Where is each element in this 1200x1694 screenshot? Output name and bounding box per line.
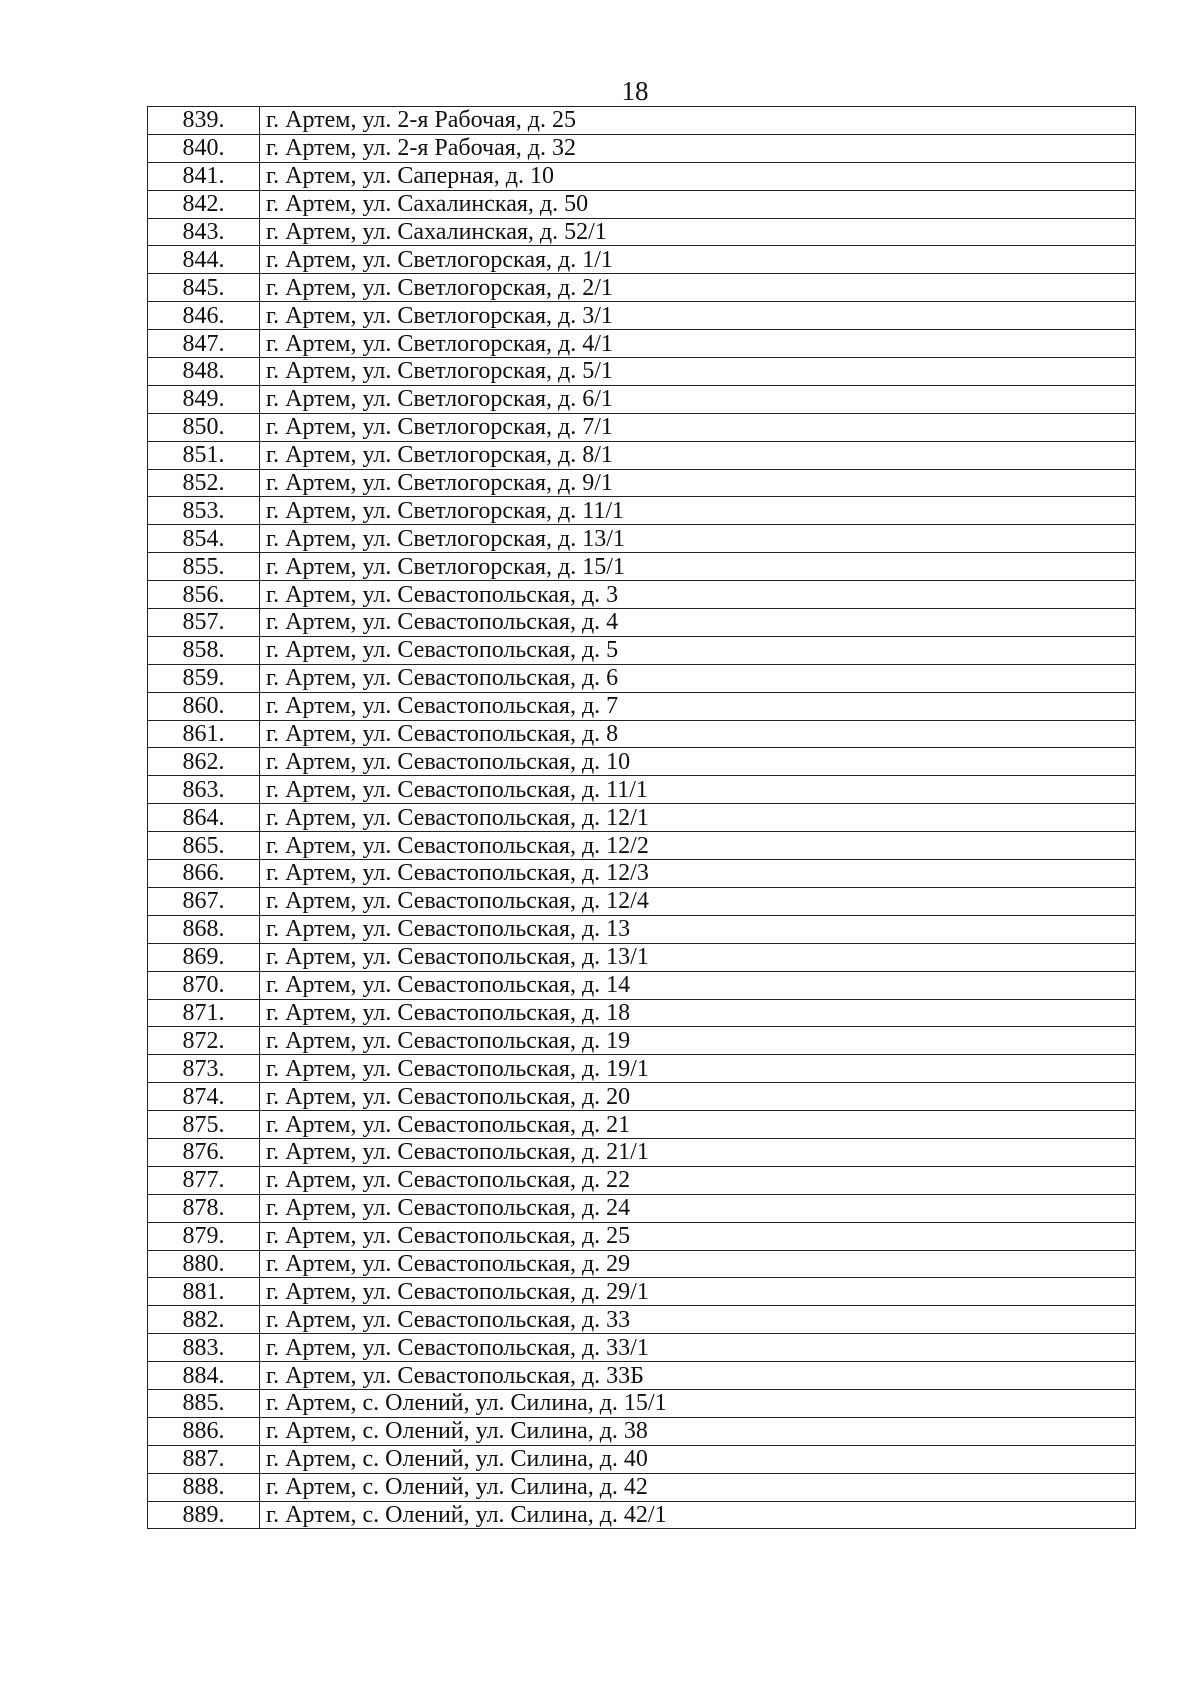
row-number: 853.	[148, 497, 260, 525]
row-address: г. Артем, ул. Светлогорская, д. 6/1	[260, 385, 1136, 413]
row-address: г. Артем, ул. Севастопольская, д. 19/1	[260, 1055, 1136, 1083]
address-table-body	[148, 107, 1136, 1529]
row-address: г. Артем, ул. Севастопольская, д. 21/1	[260, 1138, 1136, 1166]
row-address: г. Артем, ул. Севастопольская, д. 14	[260, 971, 1136, 999]
table-row	[148, 804, 1136, 832]
table-row	[148, 1027, 1136, 1055]
row-number: 846.	[148, 302, 260, 330]
table-row	[148, 302, 1136, 330]
address-table	[147, 106, 1136, 1529]
table-row	[148, 971, 1136, 999]
row-number: 844.	[148, 246, 260, 274]
row-number: 843.	[148, 218, 260, 246]
row-number: 880.	[148, 1250, 260, 1278]
table-row	[148, 1083, 1136, 1111]
table-row	[148, 274, 1136, 302]
table-row	[148, 581, 1136, 609]
row-address: г. Артем, ул. Севастопольская, д. 33/1	[260, 1334, 1136, 1362]
row-number: 872.	[148, 1027, 260, 1055]
row-number: 842.	[148, 190, 260, 218]
row-number: 882.	[148, 1306, 260, 1334]
row-number: 864.	[148, 804, 260, 832]
row-address: г. Артем, ул. Севастопольская, д. 13	[260, 915, 1136, 943]
table-row	[148, 413, 1136, 441]
table-row	[148, 664, 1136, 692]
row-address: г. Артем, ул. Светлогорская, д. 15/1	[260, 553, 1136, 581]
table-row	[148, 692, 1136, 720]
table-row	[148, 1138, 1136, 1166]
row-number: 867.	[148, 887, 260, 915]
row-number: 854.	[148, 525, 260, 553]
row-number: 856.	[148, 581, 260, 609]
row-address: г. Артем, ул. Севастопольская, д. 12/3	[260, 860, 1136, 888]
row-address: г. Артем, с. Олений, ул. Силина, д. 42	[260, 1473, 1136, 1501]
row-number: 849.	[148, 385, 260, 413]
table-row	[148, 636, 1136, 664]
row-number: 874.	[148, 1083, 260, 1111]
table-row	[148, 1417, 1136, 1445]
table-row	[148, 469, 1136, 497]
table-row	[148, 1055, 1136, 1083]
row-number: 848.	[148, 358, 260, 386]
row-number: 845.	[148, 274, 260, 302]
table-row	[148, 190, 1136, 218]
row-address: г. Артем, ул. Севастопольская, д. 13/1	[260, 943, 1136, 971]
table-row	[148, 107, 1136, 135]
row-address: г. Артем, ул. Светлогорская, д. 4/1	[260, 330, 1136, 358]
row-address: г. Артем, ул. Сахалинская, д. 50	[260, 190, 1136, 218]
row-address: г. Артем, ул. Светлогорская, д. 11/1	[260, 497, 1136, 525]
row-number: 869.	[148, 943, 260, 971]
row-number: 855.	[148, 553, 260, 581]
table-row	[148, 1111, 1136, 1139]
row-address: г. Артем, ул. Севастопольская, д. 6	[260, 664, 1136, 692]
row-address: г. Артем, ул. Севастопольская, д. 12/1	[260, 804, 1136, 832]
row-address: г. Артем, ул. Севастопольская, д. 12/4	[260, 887, 1136, 915]
table-row	[148, 162, 1136, 190]
row-number: 847.	[148, 330, 260, 358]
table-row	[148, 1501, 1136, 1529]
row-address: г. Артем, ул. Севастопольская, д. 12/2	[260, 832, 1136, 860]
row-number: 888.	[148, 1473, 260, 1501]
row-number: 875.	[148, 1111, 260, 1139]
table-row	[148, 1194, 1136, 1222]
row-number: 885.	[148, 1389, 260, 1417]
row-number: 860.	[148, 692, 260, 720]
row-address: г. Артем, с. Олений, ул. Силина, д. 40	[260, 1445, 1136, 1473]
row-number: 850.	[148, 413, 260, 441]
table-row	[148, 1473, 1136, 1501]
row-address: г. Артем, ул. Севастопольская, д. 24	[260, 1194, 1136, 1222]
row-address: г. Артем, ул. Севастопольская, д. 11/1	[260, 776, 1136, 804]
row-number: 887.	[148, 1445, 260, 1473]
table-row	[148, 1222, 1136, 1250]
table-row	[148, 609, 1136, 637]
table-row	[148, 860, 1136, 888]
row-address: г. Артем, ул. Севастопольская, д. 19	[260, 1027, 1136, 1055]
row-address: г. Артем, ул. Севастопольская, д. 25	[260, 1222, 1136, 1250]
row-number: 863.	[148, 776, 260, 804]
row-address: г. Артем, ул. Севастопольская, д. 33Б	[260, 1362, 1136, 1390]
row-address: г. Артем, ул. Севастопольская, д. 4	[260, 609, 1136, 637]
row-address: г. Артем, ул. 2-я Рабочая, д. 25	[260, 107, 1136, 135]
row-number: 884.	[148, 1362, 260, 1390]
table-row	[148, 385, 1136, 413]
row-address: г. Артем, ул. Светлогорская, д. 1/1	[260, 246, 1136, 274]
table-row	[148, 134, 1136, 162]
row-address: г. Артем, ул. Севастопольская, д. 20	[260, 1083, 1136, 1111]
row-address: г. Артем, ул. Севастопольская, д. 21	[260, 1111, 1136, 1139]
row-number: 871.	[148, 999, 260, 1027]
row-number: 859.	[148, 664, 260, 692]
row-address: г. Артем, с. Олений, ул. Силина, д. 15/1	[260, 1389, 1136, 1417]
row-address: г. Артем, ул. Светлогорская, д. 9/1	[260, 469, 1136, 497]
table-row	[148, 1362, 1136, 1390]
row-number: 881.	[148, 1278, 260, 1306]
table-row	[148, 943, 1136, 971]
row-number: 858.	[148, 636, 260, 664]
table-row	[148, 1389, 1136, 1417]
table-row	[148, 887, 1136, 915]
table-row	[148, 553, 1136, 581]
row-number: 877.	[148, 1166, 260, 1194]
row-number: 839.	[148, 107, 260, 135]
row-number: 840.	[148, 134, 260, 162]
row-number: 883.	[148, 1334, 260, 1362]
row-address: г. Артем, с. Олений, ул. Силина, д. 42/1	[260, 1501, 1136, 1529]
row-number: 841.	[148, 162, 260, 190]
table-row	[148, 358, 1136, 386]
row-address: г. Артем, ул. Светлогорская, д. 8/1	[260, 441, 1136, 469]
row-address: г. Артем, ул. Саперная, д. 10	[260, 162, 1136, 190]
row-address: г. Артем, ул. Светлогорская, д. 2/1	[260, 274, 1136, 302]
table-row	[148, 1306, 1136, 1334]
row-number: 857.	[148, 609, 260, 637]
row-address: г. Артем, ул. Севастопольская, д. 10	[260, 748, 1136, 776]
table-row	[148, 720, 1136, 748]
row-number: 876.	[148, 1138, 260, 1166]
table-row	[148, 776, 1136, 804]
table-row	[148, 1445, 1136, 1473]
row-number: 865.	[148, 832, 260, 860]
row-address: г. Артем, с. Олений, ул. Силина, д. 38	[260, 1417, 1136, 1445]
table-row	[148, 832, 1136, 860]
table-row	[148, 915, 1136, 943]
row-number: 851.	[148, 441, 260, 469]
row-number: 886.	[148, 1417, 260, 1445]
table-row	[148, 246, 1136, 274]
row-number: 879.	[148, 1222, 260, 1250]
row-address: г. Артем, ул. Севастопольская, д. 7	[260, 692, 1136, 720]
row-address: г. Артем, ул. Севастопольская, д. 29/1	[260, 1278, 1136, 1306]
table-row	[148, 218, 1136, 246]
table-row	[148, 441, 1136, 469]
table-row	[148, 1250, 1136, 1278]
table-row	[148, 748, 1136, 776]
row-number: 878.	[148, 1194, 260, 1222]
row-number: 868.	[148, 915, 260, 943]
row-address: г. Артем, ул. Севастопольская, д. 5	[260, 636, 1136, 664]
page-number: 18	[621, 76, 649, 106]
row-address: г. Артем, ул. Светлогорская, д. 3/1	[260, 302, 1136, 330]
row-address: г. Артем, ул. Севастопольская, д. 18	[260, 999, 1136, 1027]
table-row	[148, 1278, 1136, 1306]
row-address: г. Артем, ул. 2-я Рабочая, д. 32	[260, 134, 1136, 162]
row-number: 866.	[148, 860, 260, 888]
row-address: г. Артем, ул. Севастопольская, д. 22	[260, 1166, 1136, 1194]
row-number: 852.	[148, 469, 260, 497]
row-address: г. Артем, ул. Светлогорская, д. 5/1	[260, 358, 1136, 386]
row-address: г. Артем, ул. Светлогорская, д. 7/1	[260, 413, 1136, 441]
row-address: г. Артем, ул. Севастопольская, д. 3	[260, 581, 1136, 609]
row-number: 889.	[148, 1501, 260, 1529]
row-number: 873.	[148, 1055, 260, 1083]
row-address: г. Артем, ул. Сахалинская, д. 52/1	[260, 218, 1136, 246]
table-row	[148, 999, 1136, 1027]
row-number: 861.	[148, 720, 260, 748]
row-address: г. Артем, ул. Севастопольская, д. 33	[260, 1306, 1136, 1334]
row-number: 870.	[148, 971, 260, 999]
row-address: г. Артем, ул. Севастопольская, д. 8	[260, 720, 1136, 748]
table-row	[148, 1334, 1136, 1362]
table-row	[148, 330, 1136, 358]
table-row	[148, 1166, 1136, 1194]
row-address: г. Артем, ул. Севастопольская, д. 29	[260, 1250, 1136, 1278]
row-address: г. Артем, ул. Светлогорская, д. 13/1	[260, 525, 1136, 553]
table-row	[148, 497, 1136, 525]
row-number: 862.	[148, 748, 260, 776]
table-row	[148, 525, 1136, 553]
